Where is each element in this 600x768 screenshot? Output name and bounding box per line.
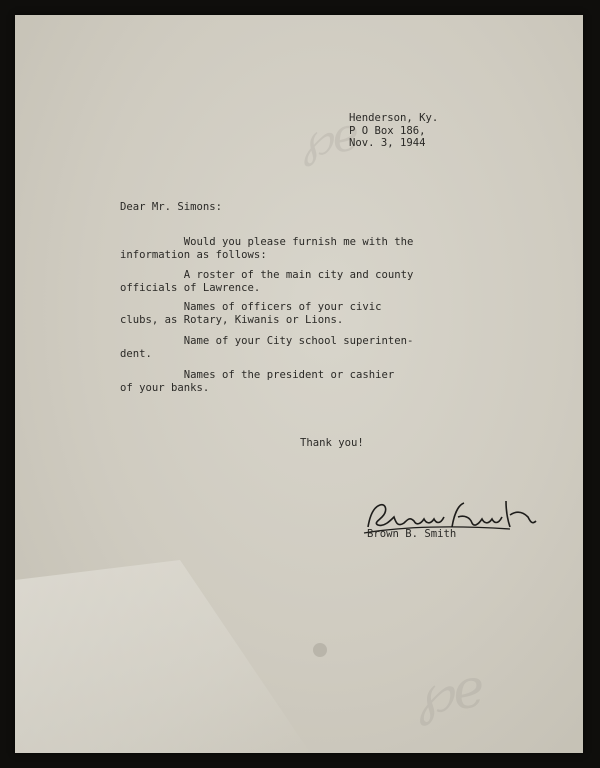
paragraph-line: A roster of the main city and county bbox=[120, 269, 414, 281]
typed-signer-name: Brown B. Smith bbox=[367, 528, 457, 540]
paragraph-banks bbox=[120, 369, 394, 394]
paragraph-line: clubs, as Rotary, Kiwanis or Lions. bbox=[120, 313, 344, 326]
address-line-city: Henderson, Ky. bbox=[349, 112, 439, 124]
paragraph-line: Name of your City school superinten- bbox=[120, 335, 414, 347]
paper-stain bbox=[313, 643, 327, 657]
paragraph-request bbox=[120, 236, 413, 261]
address-line-date: Nov. 3, 1944 bbox=[349, 137, 426, 149]
paragraph-line: Names of officers of your civic bbox=[120, 301, 382, 313]
watermark-bottom: ℘e bbox=[410, 655, 489, 728]
paragraph-superintendent bbox=[120, 335, 413, 360]
paragraph-line: of your banks. bbox=[120, 381, 210, 394]
watermark-top: ℘e bbox=[296, 106, 363, 168]
paragraph-line: Names of the president or cashier bbox=[120, 369, 395, 381]
paragraph-civic-clubs bbox=[120, 301, 382, 326]
sender-address bbox=[349, 112, 438, 150]
letter-paper bbox=[15, 15, 583, 753]
paper-fold bbox=[15, 560, 315, 753]
paragraph-roster bbox=[120, 269, 413, 294]
salutation: Dear Mr. Simons: bbox=[120, 201, 223, 213]
paragraph-line: officials of Lawrence. bbox=[120, 281, 261, 294]
address-line-box: P O Box 186, bbox=[349, 124, 426, 137]
paragraph-line: Would you please furnish me with the bbox=[120, 236, 414, 248]
paragraph-line: dent. bbox=[120, 347, 152, 360]
closing: Thank you! bbox=[300, 437, 364, 449]
paragraph-line: information as follows: bbox=[120, 248, 267, 261]
